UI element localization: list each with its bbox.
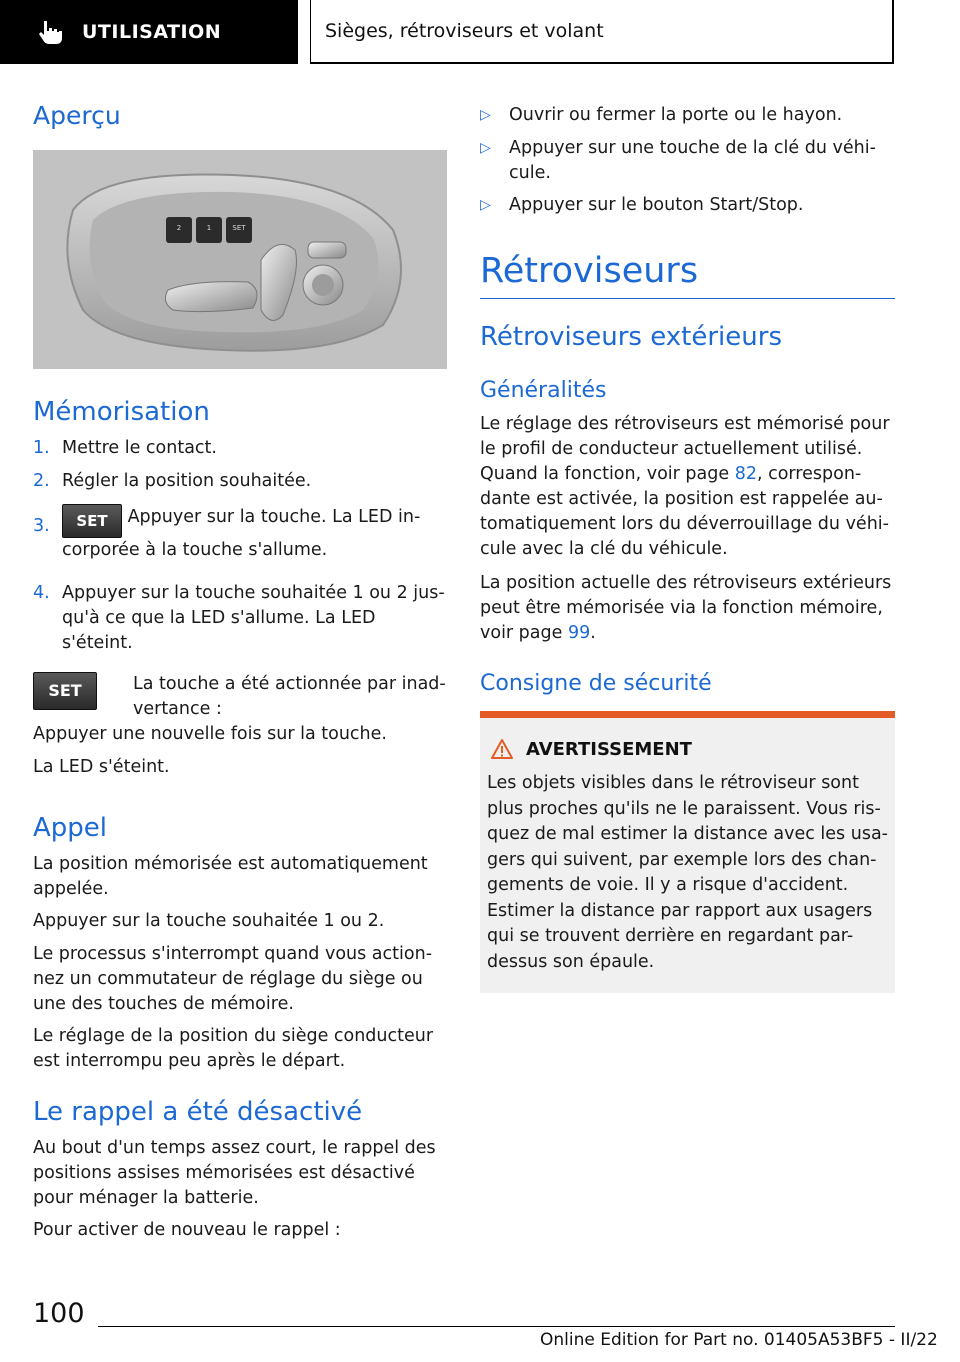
hand-pointer-icon — [36, 18, 64, 46]
paragraph-text: . — [590, 623, 596, 643]
warning-title: AVERTISSEMENT — [526, 739, 692, 760]
seat-controls-photo — [33, 150, 447, 369]
warning-bar — [480, 711, 895, 718]
paragraph: Pour activer de nouveau le rappel : — [33, 1220, 341, 1240]
list-item — [33, 436, 447, 461]
list-item — [33, 504, 447, 563]
heading-apercu: Aperçu — [33, 101, 121, 130]
footer-rule — [98, 1326, 895, 1327]
heading-appel: Appel — [33, 813, 108, 843]
step-number: 4. — [33, 583, 50, 603]
heading-memorisation: Mémorisation — [33, 397, 210, 427]
bullet-triangle-icon: ▷ — [480, 140, 491, 156]
step-text: Appuyer sur la touche souhaitée 1 ou 2 jusqu'à ce que la LED s'allume. La LED s'éteint. — [62, 583, 445, 653]
paragraph — [480, 412, 895, 562]
photo-label-set: SET — [232, 224, 246, 232]
paragraph: Le réglage de la position du siège conducteur est interrompu peu après le départ. — [33, 1026, 434, 1071]
heading-rule — [480, 298, 895, 299]
paragraph-text: , correspondante est activée, la position est rappelée automatiquement lors du déverrouillage du véhicule avec la clé du véhicule. — [480, 464, 889, 559]
heading-rappel: Le rappel a été désactivé — [33, 1097, 363, 1127]
section-tab — [0, 0, 298, 64]
paragraph — [480, 571, 895, 646]
list-item — [33, 581, 447, 656]
paragraph-text: Le réglage des rétroviseurs est mémorisé pour le profil de conducteur actuellement utilisé. Quand la fonction, voir page — [480, 414, 890, 484]
note-text: La touche a été actionnée par inadvertance : — [133, 674, 446, 719]
warning-box — [480, 711, 895, 993]
footer-edition: Online Edition for Part no. 01405A53BF5 - II/22 — [540, 1330, 938, 1350]
paragraph: Appuyer une nouvelle fois sur la touche. — [33, 724, 387, 744]
paragraph: Appuyer sur la touche souhaitée 1 ou 2. — [33, 911, 385, 931]
bullet-triangle-icon: ▷ — [480, 197, 491, 213]
list-item — [480, 103, 895, 128]
set-button-icon: SET — [62, 504, 122, 538]
step-number: 3. — [33, 516, 50, 536]
list-item — [480, 193, 895, 218]
warning-triangle-icon — [490, 738, 514, 760]
note-block — [33, 672, 447, 722]
page-link[interactable]: 82 — [734, 464, 757, 484]
warning-text: Les objets visibles dans le rétroviseur sont plus proches qu'ils ne le paraissent. Vous risquez de mal estimer la distance avec les usagers qui suivent, par exemple lors des changements de voie. Il y a risque d'accident. Estimer la distance par rapport aux usagers qui se trouvent derrière en regardant par-dessus son épaule. — [487, 773, 888, 972]
chapter-tab — [310, 0, 894, 64]
section-title: UTILISATION — [82, 21, 222, 43]
heading-generalites: Généralités — [480, 378, 607, 403]
photo-label-2: 2 — [176, 224, 182, 232]
seat-controls-illustration — [33, 150, 447, 369]
bullet-triangle-icon: ▷ — [480, 107, 491, 123]
paragraph: La position mémorisée est automatiquement appelée. — [33, 854, 428, 899]
photo-label-1: 1 — [206, 224, 212, 232]
list-item — [33, 469, 447, 494]
page-number: 100 — [33, 1298, 85, 1329]
page-header — [0, 0, 960, 66]
step-text: Mettre le contact. — [62, 438, 217, 458]
step-text: Appuyer sur la touche. La LED incorporée à la touche s'allume. — [62, 507, 421, 560]
paragraph: Le processus s'interrompt quand vous actionnez un commutateur de réglage du siège ou une des touches de mémoire. — [33, 944, 433, 1014]
heading-retroviseurs-exterieurs: Rétroviseurs extérieurs — [480, 322, 782, 352]
step-number: 1. — [33, 438, 50, 458]
step-number: 2. — [33, 471, 50, 491]
set-button-icon: SET — [33, 672, 97, 710]
chapter-title: Sièges, rétroviseurs et volant — [325, 20, 604, 42]
bullet-text: Appuyer sur le bouton Start/Stop. — [509, 195, 804, 215]
heading-consigne: Consigne de sécurité — [480, 671, 712, 696]
bullet-text: Appuyer sur une touche de la clé du véhicule. — [509, 138, 876, 183]
step-text: Régler la position souhaitée. — [62, 471, 312, 491]
paragraph: Au bout d'un temps assez court, le rappel des positions assises mémorisées est désactivé pour ménager la batterie. — [33, 1138, 436, 1208]
bullet-text: Ouvrir ou fermer la porte ou le hayon. — [509, 105, 843, 125]
paragraph: La LED s'éteint. — [33, 757, 170, 777]
paragraph-text: La position actuelle des rétroviseurs extérieurs peut être mémorisée via la fonction mémoire, voir page — [480, 573, 892, 643]
page-link[interactable]: 99 — [567, 623, 591, 643]
list-item — [480, 136, 895, 186]
heading-retroviseurs: Rétroviseurs — [480, 251, 699, 291]
